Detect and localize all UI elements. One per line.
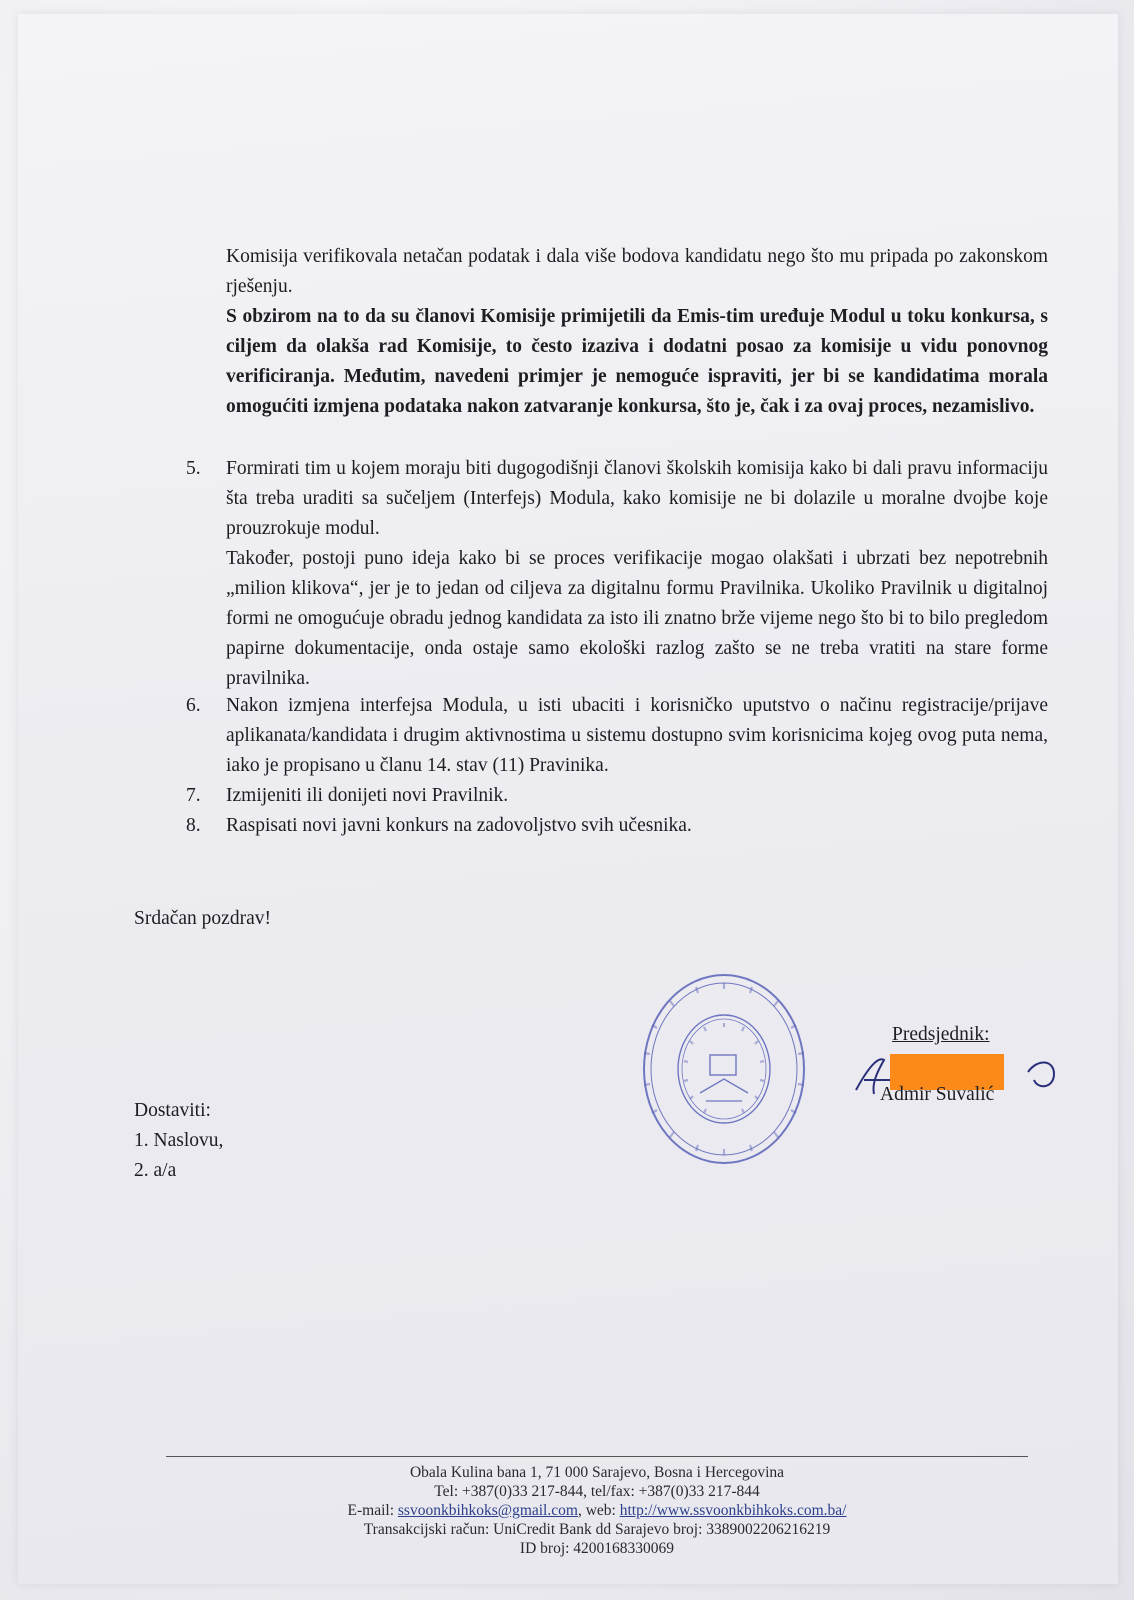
web-label: , web:	[577, 1502, 616, 1519]
email-label: E-mail:	[347, 1502, 395, 1519]
intro-text: Komisija verifikovala netačan podatak i dala više bodova kandidatu nego što mu pripada po zakonskom rješenju.	[226, 246, 1048, 297]
item-number: 5.	[186, 458, 201, 479]
item-number: 8.	[186, 815, 201, 836]
official-stamp	[640, 971, 808, 1167]
footer-bank-account: Transakcijski račun: UniCredit Bank dd Sarajevo broj: 3389002206216219	[363, 1521, 831, 1538]
letterhead-footer	[166, 1456, 1028, 1558]
item-7-text: Izmijeniti ili donijeti novi Pravilnik.	[226, 785, 509, 806]
signature-name: Admir Suvalić	[880, 1084, 995, 1105]
list-item-8	[186, 811, 1048, 841]
letter-page	[18, 14, 1118, 1584]
signature-title: Predsjednik:	[892, 1024, 990, 1045]
intro-paragraph	[226, 242, 1048, 422]
footer-phone: Tel: +387(0)33 217-844, tel/fax: +387(0)33 217-844	[434, 1483, 760, 1500]
item-6-paragraph: Nakon izmjena interfejsa Modula, u isti ubaciti i korisničko uputstvo o načinu registracije/prijave aplikanata/kandidata i drugim aktivnostima u sistemu dostupno svim korisnicima kojeg ovog puta nema, iako je propisano u članu 14. stav (11) Pravinika.	[226, 695, 1048, 776]
greeting: Srdačan pozdrav!	[134, 908, 271, 929]
footer-address: Obala Kulina bana 1, 71 000 Sarajevo, Bosna i Hercegovina	[409, 1464, 785, 1481]
footer-id-number: ID broj: 4200168330069	[519, 1540, 675, 1557]
footer-contact	[166, 1501, 1028, 1520]
item-number: 7.	[186, 785, 201, 806]
delivery-item-2: 2. a/a	[134, 1160, 177, 1181]
item-number: 6.	[186, 695, 201, 716]
bold-paragraph: S obzirom na to da su članovi Komisije primijetili da Emis-tim uređuje Modul u toku konkursa, s ciljem da olakša rad Komisije, to često izaziva i dodatni posao za komisije u vidu ponovnog verificiranja. Međutim, navedeni primjer je nemoguće ispraviti, jer bi se kandidatima morala omogućiti izmjena podataka nakon zatvaranje konkursa, što je, čak i za ovaj proces, nezamislivo.	[226, 306, 1048, 417]
list-item-6	[186, 691, 1048, 781]
website-link[interactable]: http://www.ssvoonkbihkoks.com.ba/	[619, 1502, 847, 1519]
item-5-paragraph-1: Formirati tim u kojem moraju biti dugogodišnji članovi školskih komisija kako bi dali pravu informaciju šta treba uraditi sa sučeljem (Interfejs) Modula, kako komisije ne bi dolazile u moralne dvojbe koje prouzrokuje modul.	[226, 458, 1048, 539]
item-5-paragraph-2: Također, postoji puno ideja kako bi se proces verifikacije mogao olakšati i ubrzati bez nepotrebnih „milion klikova“, jer je to jedan od ciljeva za digitalnu formu Pravilnika. Ukoliko Pravilnik u digitalnoj formi ne omogućuje obradu jednog kandidata za isto ili znatno brže vijeme nego što bi to bilo pregledom papirne dokumentacije, onda ostaje samo ekološki razlog zašto se ne treba vratiti na stare forme pravilnika.	[226, 548, 1048, 689]
list-item-5	[186, 454, 1048, 694]
item-8-text: Raspisati novi javni konkurs na zadovoljstvo svih učesnika.	[226, 815, 692, 836]
list-item-7	[186, 781, 1048, 811]
email-link[interactable]: ssvoonkbihkoks@gmail.com	[397, 1502, 578, 1519]
delivery-item-1: 1. Naslovu,	[134, 1130, 224, 1151]
delivery-label: Dostaviti:	[134, 1100, 211, 1121]
